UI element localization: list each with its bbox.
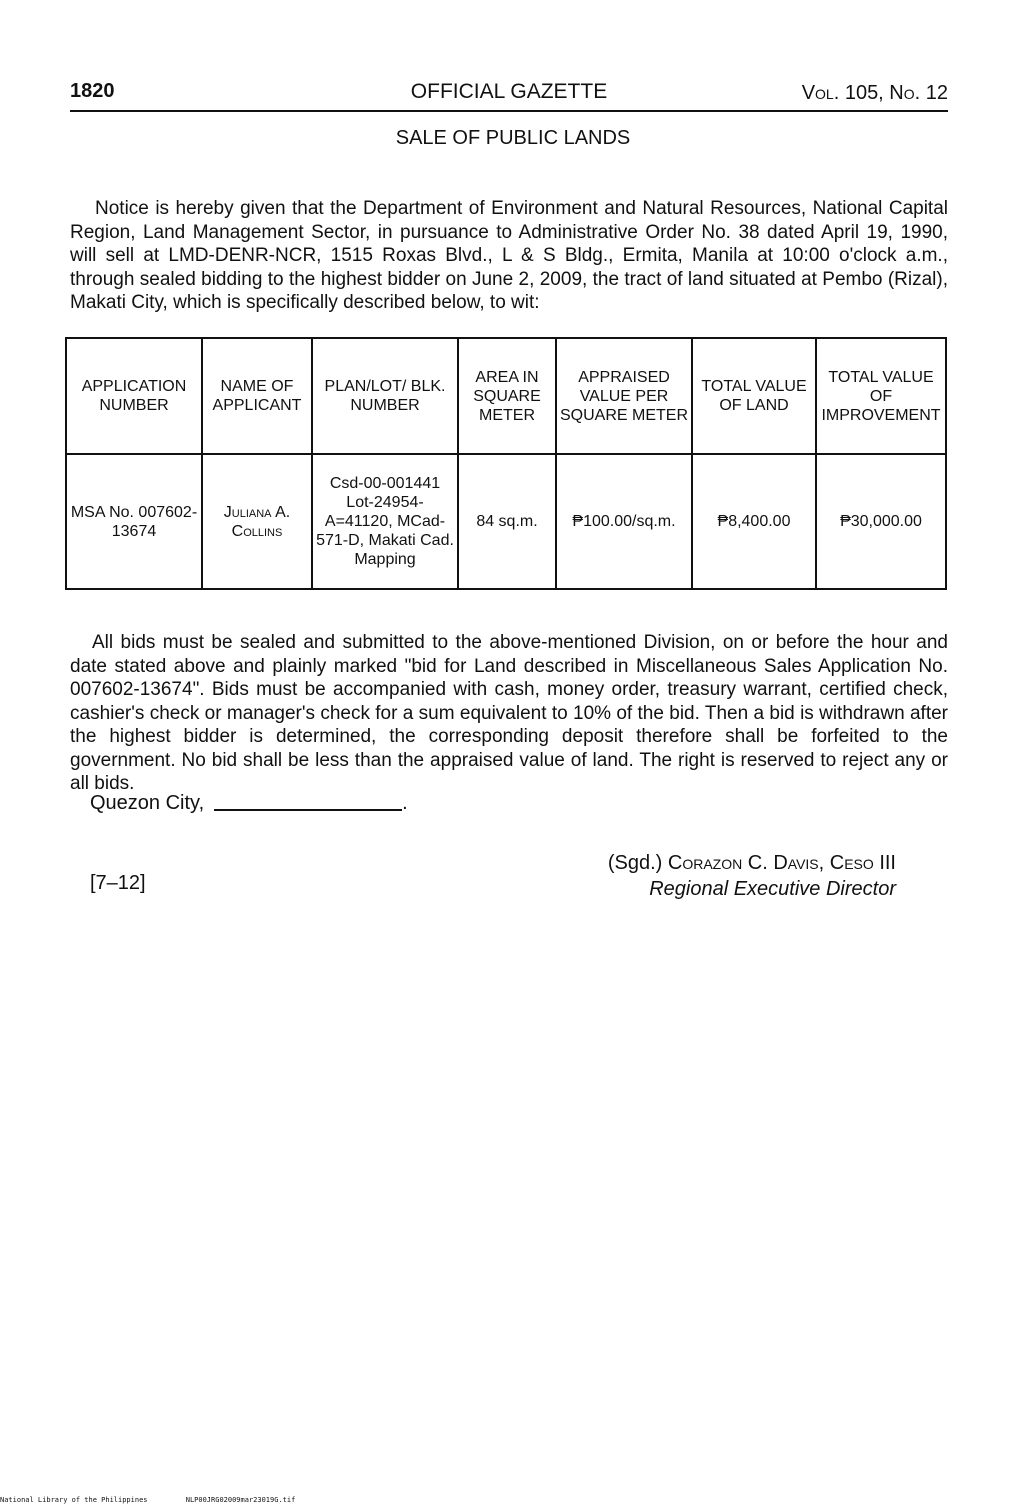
cell-plan-lot: Csd-00-001441 Lot-24954-A=41120, MCad-571-D, Makati Cad. Mapping — [312, 454, 458, 589]
signature-block — [608, 850, 896, 902]
land-table — [65, 337, 947, 590]
col-header-applicant: NAME OF APPLICANT — [202, 338, 312, 454]
signature-prefix: (Sgd.) — [607, 852, 663, 874]
col-header-total-improvement: TOTAL VALUE OF IMPROVEMENT — [816, 338, 946, 454]
table-header-row — [66, 338, 946, 454]
signatory-title: Regional Executive Director — [649, 878, 896, 900]
footer-library: National Library of the Philippines — [0, 1496, 148, 1504]
cell-area: 84 sq.m. — [458, 454, 556, 589]
page-number: 1820 — [70, 80, 115, 102]
signatory-name: Corazon C. Davis, Ceso III — [667, 852, 896, 874]
intro-paragraph: Notice is hereby given that the Department of Environment and Natural Resources, National Capital Region, Land Management Sector, in pursuance to Administrative Order No. 38 dated April 19, 1990, will sell at LMD-DENR-NCR, 1515 Roxas Blvd., L & S Bldg., Ermita, Manila at 10:00 o'clock a.m., through sealed bidding to the highest bidder on June 2, 2009, the tract of land situated at Pembo (Rizal), Makati City, which is specifically described below, to wit: — [70, 198, 948, 313]
place-end: . — [402, 792, 408, 814]
cell-total-land: ₱8,400.00 — [692, 454, 816, 589]
page-header — [70, 80, 948, 112]
date-blank — [214, 808, 402, 811]
cell-application-number: MSA No. 007602-13674 — [66, 454, 202, 589]
closing-paragraph: All bids must be sealed and submitted to the above-mentioned Division, on or before the hour and date stated above and plainly marked "bid for Land described in Miscellaneous Sales Application No. 007602-13674". Bids must be accompanied with cash, money order, treasury warrant, certified check, cashier's check or manager's check for a sum equivalent to 10% of the bid. Then a bid is withdrawn after the highest bidder is determined, the corresponding deposit therefore shall be forfeited to the government. No bid shall be less than the appraised value of land. The right is reserved to reject any or all bids. — [70, 632, 948, 794]
table-row — [66, 454, 946, 589]
cell-appraised-value: ₱100.00/sq.m. — [556, 454, 692, 589]
volume-number: Vol. 105, No. 12 — [801, 82, 948, 104]
scan-footer — [0, 1496, 329, 1504]
place-text: Quezon City, — [90, 792, 205, 814]
place-line — [90, 792, 408, 815]
footer-file: NLP00JRG02009mar23019G.tif — [185, 1496, 296, 1504]
publication-title: OFFICIAL GAZETTE — [410, 80, 608, 103]
col-header-total-land: TOTAL VALUE OF LAND — [692, 338, 816, 454]
cell-total-improvement: ₱30,000.00 — [816, 454, 946, 589]
cell-applicant: Juliana A. Collins — [202, 454, 312, 589]
section-title: SALE OF PUBLIC LANDS — [395, 127, 631, 149]
col-header-appraised-value: APPRAISED VALUE PER SQUARE METER — [556, 338, 692, 454]
col-header-plan-lot: PLAN/LOT/ BLK. NUMBER — [312, 338, 458, 454]
col-header-area: AREA IN SQUARE METER — [458, 338, 556, 454]
col-header-application-number: APPLICATION NUMBER — [66, 338, 202, 454]
issue-reference: [7–12] — [90, 872, 146, 894]
